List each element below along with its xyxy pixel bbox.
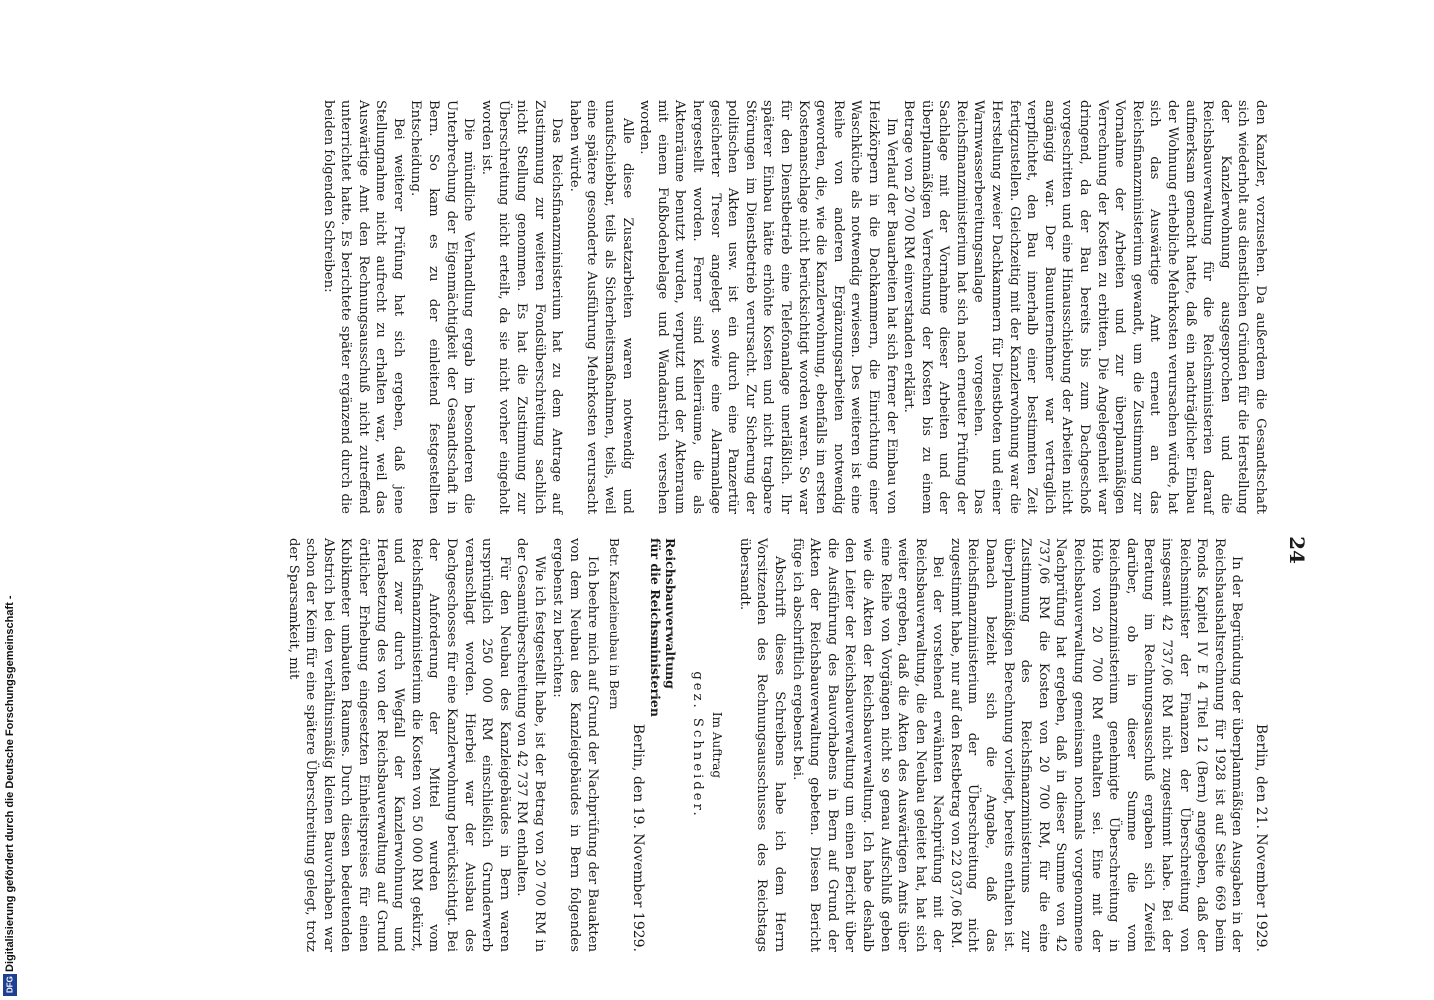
heading-line: Reichsbauverwaltung (663, 538, 678, 689)
page-number: 24 (1285, 536, 1309, 564)
dfg-logo-icon: DFG (3, 974, 17, 996)
paragraph: Im Verlauf der Bauarbeiten hat sich ferner der Einbau von Heizkörpern in die Dachkammern, die Einrichtung einer Waschküche als notwendig erwiesen. Des weiteren ist eine Reihe von anderen Ergänzungsarbeiten notwendig geworden, die, wie die Kanzlerwohnung, ebenfalls im ersten Kostenanschlage nicht berücksichtigt worden waren. So war für den Dienstbetrieb eine Telefonanlage unerläßlich. Ihr späterer Einbau hätte erhöhte Kosten und nicht tragbare Störungen im Dienstbetrieb verursacht. Zur Sicherung der politischen Akten usw. ist ein durch eine Panzertür gesicherter Tresor angelegt sowie eine Alarmanlage hergestellt worden. Ferner sind Kellerräume, die als Aktenräume benutzt wurden, verputzt und der Aktenraum mit einem Fußbodenbelage und Wandanstrich versehen worden. (637, 100, 899, 514)
left-text-column (319, 100, 1269, 514)
heading-line: für die Reichsministerien (648, 538, 663, 717)
paragraph: Alle diese Zusatzarbeiten waren notwendig und unaufschiebbar, teils als Sicherheitsmaßnahmen, teils, weil eine spätere gesonderte Ausführung Mehrkosten verursacht haben würde. (566, 100, 635, 514)
dateline: Berlin, den 19. November 1929. (630, 723, 646, 952)
paragraph: Das Reichsfinanzministerium hat zu dem Antrage auf Zustimmung zur weiteren Fondsüberschreitung sachlich nicht Stellung genommen. Es hat die Zustimmung zur Überschreitung nicht erteilt, da sie nicht vorher eingeholt worden ist. (478, 100, 565, 514)
footer-credit-text: Digitalisierung gefördert durch die Deutsche Forschungsgemeinschaft - (4, 595, 16, 972)
paragraph: Bei weiterer Prüfung hat sich ergeben, daß jene Stellungnahme nicht aufrecht zu erhalten war, weil das Auswärtige Amt den Rechnungsausschuß nicht zutreffend unterrichtet hatte. Es berichtete später ergänzend durch die beiden folgenden Schreiben: (320, 100, 406, 514)
paragraph: Die mündliche Verhandlung ergab im besonderen die Unterbrechung der Eigenmächtigkeit der Gesandtschaft in Bern. So kam es zu der einleitend festgestellten Entscheidung. (408, 100, 477, 514)
paragraph: Ich beehre mich auf Grund der Nachprüfung der Bauakten von dem Neubau des Kanzleigebäudes in Bern folgendes ergebenst zu berichten: (549, 538, 600, 952)
digitization-footer (2, 0, 18, 1000)
signature: gez. Schneider. (689, 671, 705, 819)
paragraph: Für den Neubau des Kanzleigebäudes in Bern waren ursprünglich 250 000 RM einschließlich Grunderwerb veranschlagt worden. Hierbei war der Ausbau des Dachgeschosses für eine Kanzlerwohnung berücksichtigt. Bei der Anforderung der Mittel wurden vom Reichsfinanzministerium die Kosten von 50 000 RM gekürzt, und zwar durch Wegfall der Kanzlerwohnung und Herabsetzung des von der Reichsbauverwaltung auf Grund örtlicher Erhebung eingesetzten Einheitspreises für einen Kubikmeter umbauten Raumes. Durch diesen bedeutenden Abstrich bei den verhältnismäßig kleinen Bauvorhaben war schon der Keim für eine spätere Überschreitung gelegt, trotz der Sparsamkeit, mit (285, 538, 512, 952)
reference-line: Betr. Kanzleineubau in Bern (607, 538, 622, 710)
paragraph: In der Begründung der überplanmäßigen Ausgaben in der Reichshaushaltsrechnung für 1928 ist auf Seite 669 beim Fonds Kapitel IV E 4 Titel 12 (Bern) angegeben, daß der Reichsminister der Finanzen der Überschreitung von insgesamt 42 737,06 RM nicht zugestimmt habe. Bei der Beratung im Rechnungsausschuß ergaben sich Zweifel darüber, ob in dieser Summe die vom Reichsfinanzministerium genehmigte Überschreitung in Höhe von 20 700 RM enthalten sei. Eine mit der Reichsbauverwaltung gemeinsam nochmals vorgenommene Nachprüfung hat ergeben, daß in dieser Summe von 42 737,06 RM die Kosten von 20 700 RM, für die eine Zustimmung des Reichsfinanzministeriums zur überplanmäßigen Berechnung vorliegt, bereits enthalten ist. Danach bezieht sich die Angabe, daß das Reichsfinanzministerium der Überschreitung nicht zugestimmt habe, nur auf den Restbetrag von 22 037,06 RM. (947, 538, 1245, 952)
paragraph: Bei der vorstehend erwähnten Nachprüfung mit der Reichsbauverwaltung, die den Neubau geleitet hat, hat sich weiter ergeben, daß die Akten des Auswärtigen Amts über eine Reihe von Vorgängen nicht so genau Aufschluß geben wie die Akten der Reichsbauverwaltung. Ich habe deshalb den Leiter der Reichsbauverwaltung um einen Bericht über die Ausführung des Bauvorhabens in Bern auf Grund der Akten der Reichsbauverwaltung gebeten. Diesen Bericht füge ich abschriftlich ergebenst bei. (789, 538, 946, 952)
letter-heading (648, 538, 678, 952)
paragraph: Wie ich festgestellt habe, ist der Betrag von 20 700 RM in der Gesamtüberschreitung von 42 737 RM enthalten. (514, 538, 548, 952)
right-text-column (284, 538, 1269, 952)
paragraph: Abschrift dieses Schreibens habe ich dem Herrn Vorsitzenden des Rechnungsausschusses des Reichstags übersandt. (736, 538, 787, 952)
paragraph: den Kanzler, vorzusehen. Da außerdem die Gesandtschaft sich wiederholt aus dienstlichen Gründen für die Herstellung der Kanzlerwohnung ausgesprochen und die Reichsbauverwaltung für die Reichsministerien darauf aufmerksam gemacht hatte, daß ein nachträglicher Einbau der Wohnung erhebliche Mehrkosten verursachen würde, hat sich das Auswärtige Amt erneut an das Reichsfinanzministerium gewandt, um die Zustimmung zur Vornahme der Arbeiten und zur überplanmäßigen Verrechnung der Kosten zu erbitten. Die Angelegenheit war dringend, da der Bau bereits bis zum Dachgeschoß vorgeschritten und eine Hinausschiebung der Arbeiten nicht angängig war. Der Bauunternehmer war vertraglich verpflichtet, den Bau innerhalb einer bestimmten Zeit fertigzustellen. Gleichzeitig mit der Kanzlerwohnung war die Herstellung zweier Dachkammern für Dienstboten und einer Warmwasserbereitungsanlage vorgesehen. Das Reichsfinanzministerium hat sich nach erneuter Prüfung der Sachlage mit der Vornahme dieser Arbeiten und der überplanmäßigen Verrechnung der Kosten bis zu einem Betrage von 20 700 RM einverstanden erklärt. (901, 100, 1268, 514)
dateline: Berlin, den 21. November 1929. (1253, 723, 1269, 952)
signoff: Im Auftrag (710, 711, 725, 779)
rotated-document-page (137, 100, 1317, 1000)
